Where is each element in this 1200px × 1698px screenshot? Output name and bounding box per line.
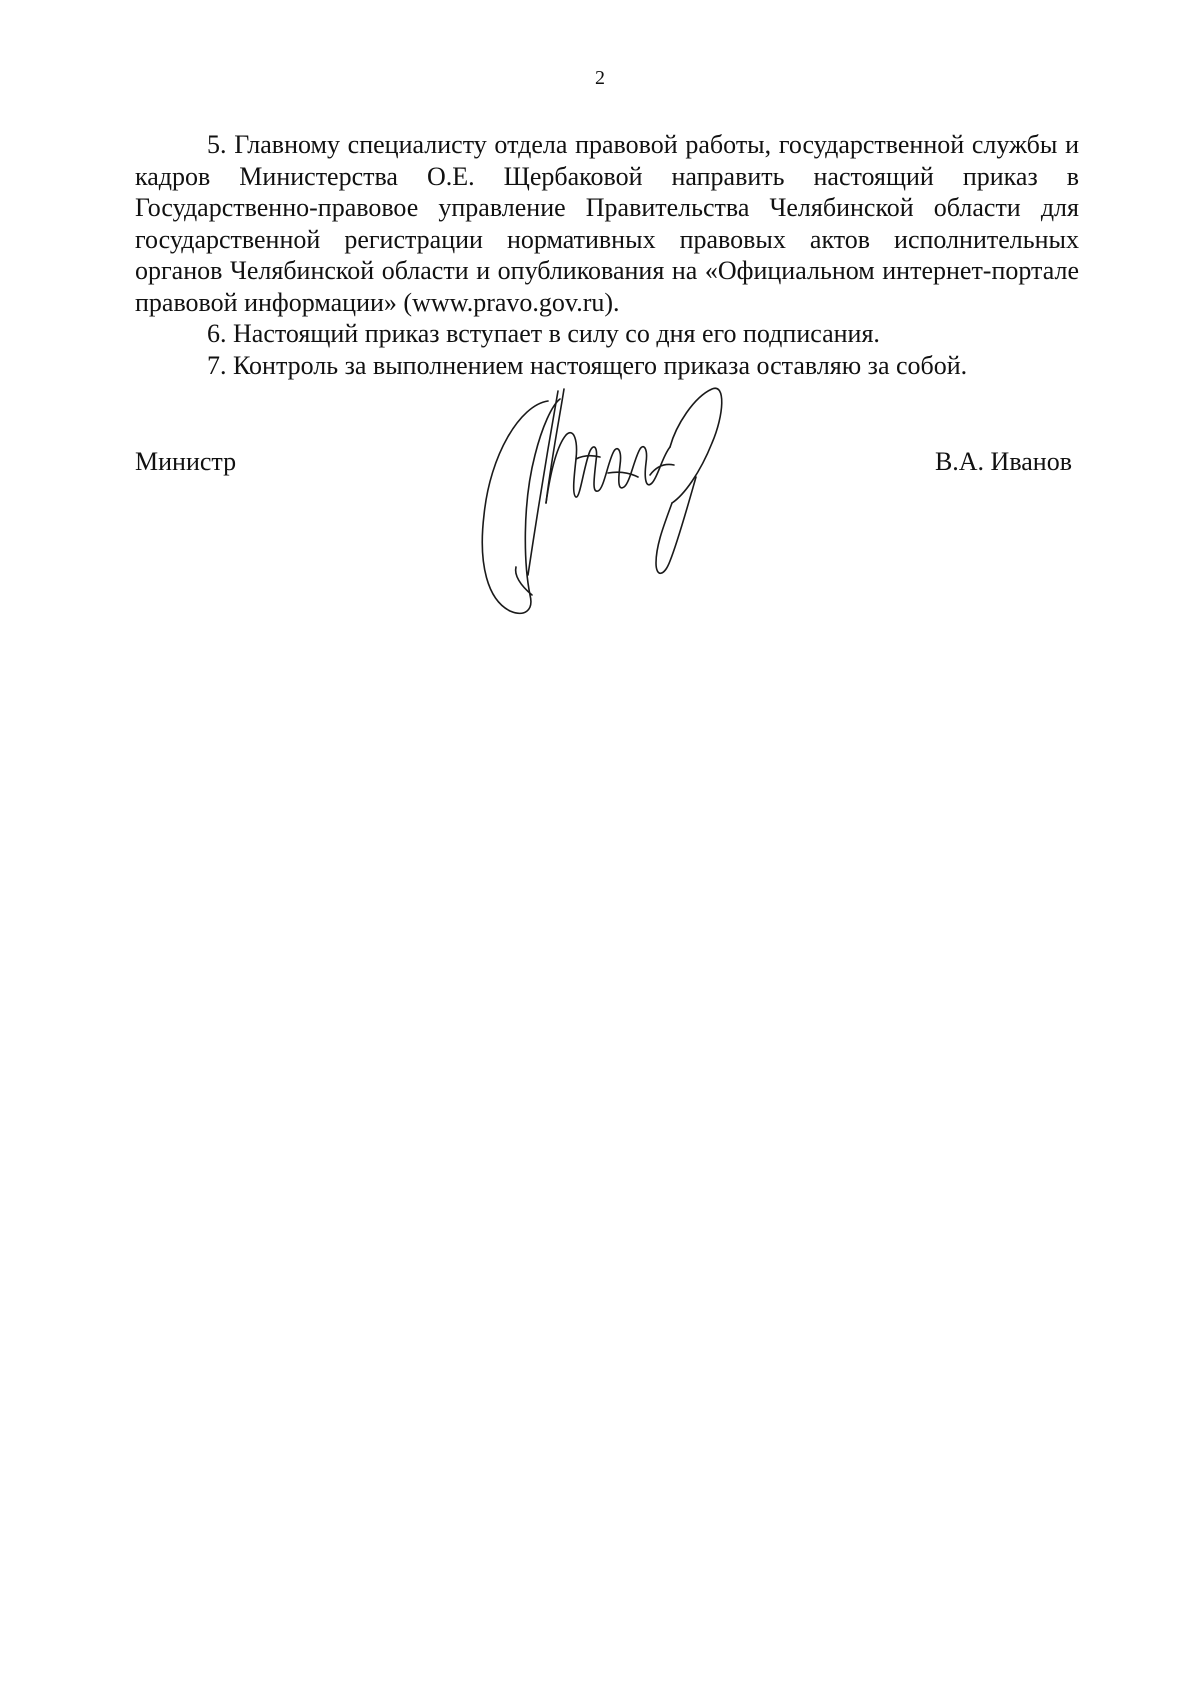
paragraph-6: 6. Настоящий приказ вступает в силу со дня его подписания.	[207, 319, 880, 348]
signer-title: Министр	[135, 447, 237, 476]
paragraph-7: 7. Контроль за выполнением настоящего приказа оставляю за собой.	[207, 350, 968, 380]
page-number: 2	[595, 67, 605, 89]
handwritten-signature	[480, 385, 780, 645]
signer-name: В.А. Иванов	[934, 447, 1072, 476]
paragraph-5: 5. Главному специалисту отдела правовой работы, государственной службы и кадров Министерства О.Е. Щербаковой направить настоящий приказ в Государственно-правовое управление Правительства Челябинской области для государственной регистрации нормативных правовых актов исполнительных органов Челябинской области и опубликования на «Официальном интернет-портале правовой информации» (www.pravo.gov.ru).	[135, 130, 1079, 317]
document-body	[135, 129, 1079, 381]
